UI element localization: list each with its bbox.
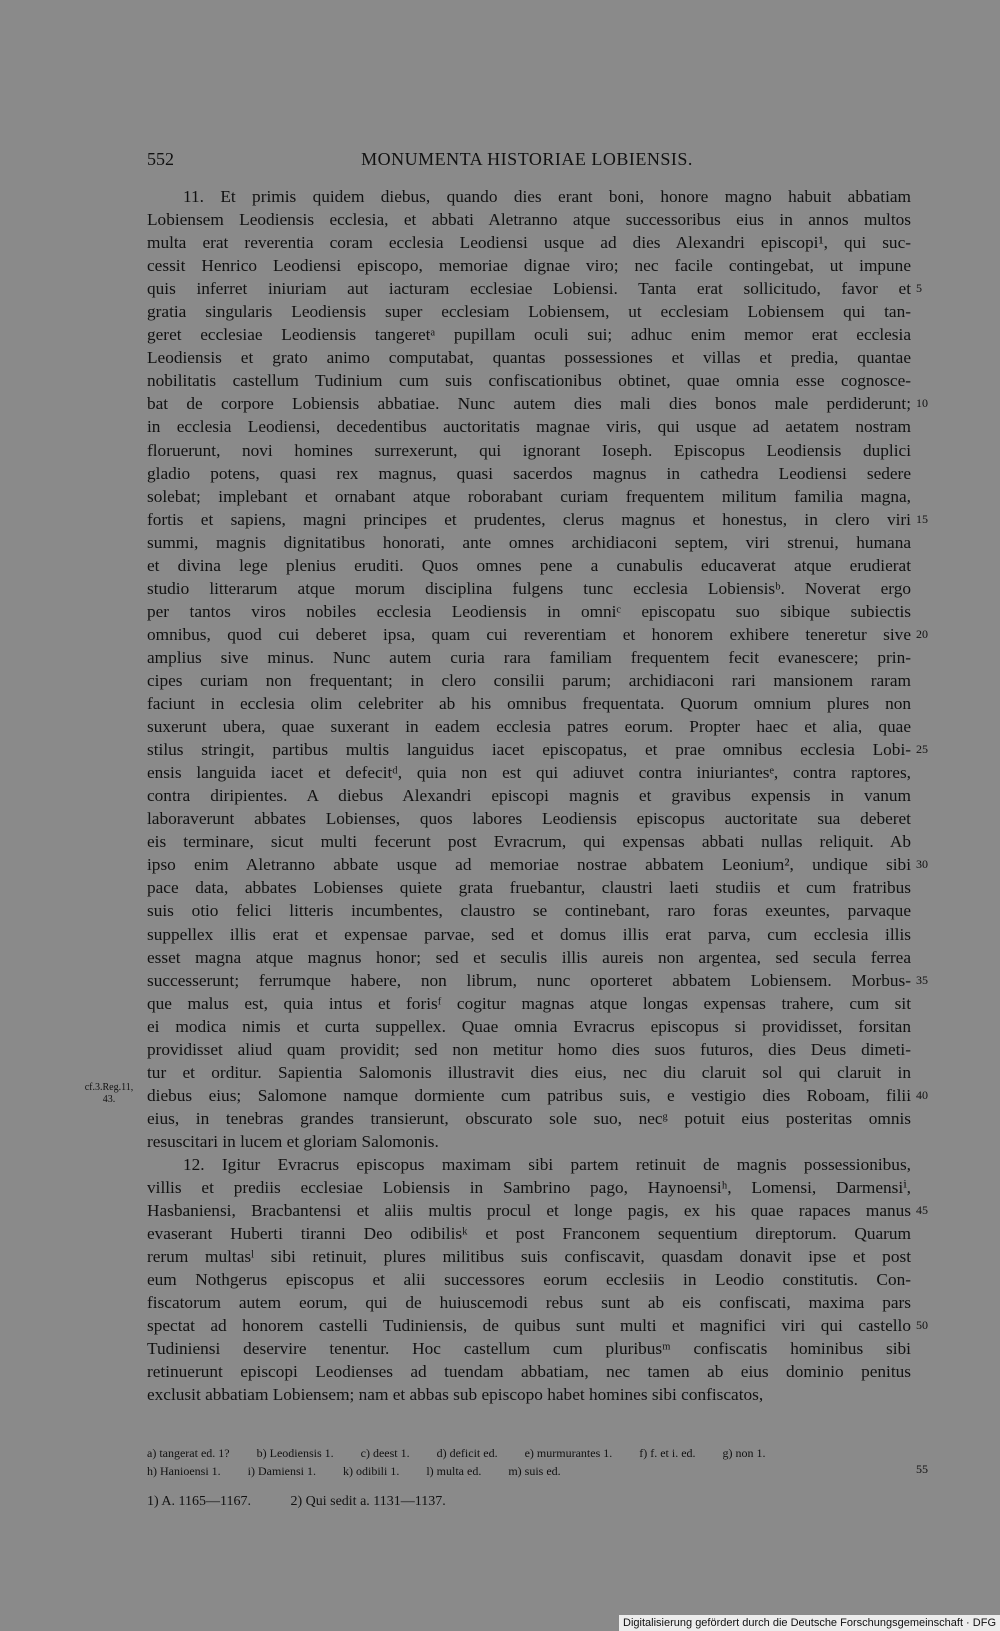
text-line: stilus stringit, partibus multis languidus iacet episcopatus, et prae omnibus ecclesia Lobi- <box>147 740 911 760</box>
text-line: 12. Igitur Evracrus episcopus maximam sibi partem retinuit de magnis possessionibus, <box>183 1154 911 1174</box>
page-number: 552 <box>147 149 174 169</box>
text-line: exclusit abbatiam Lobiensem; nam et abbas sub episcopo habet homines sibi confiscatos, <box>147 1385 764 1405</box>
text-line: eis terminare, sicut multi fecerunt post Evracrum, qui expensas abbati nullas reliquit. Ab <box>147 832 911 852</box>
footnote-row-2 <box>147 1462 911 1480</box>
text-line: eius, in tenebras grandes transierunt, obscurato sole suo, necᵍ potuit eius posteritas omnis <box>147 1108 911 1128</box>
footnote: e) murmurantes 1. <box>524 1446 613 1460</box>
text-line: tur et orditur. Sapientia Salomonis illustravit dies eius, nec diu claruit sol qui claruit in <box>147 1062 911 1082</box>
text-line: Tudiniensi deservire tenentur. Hoc castellum cum pluribusᵐ confiscatis hominibus sibi <box>147 1339 911 1359</box>
text-line: suppellex illis erat et expensae parvae, sed et domus illis erat parva, cum ecclesia illis <box>147 924 911 944</box>
text-line: suis otio felici litteris incumbentes, claustro se continebant, raro foras exeuntes, parvaque <box>147 901 911 921</box>
line-number: 20 <box>916 626 928 641</box>
text-line: suxerunt ubera, quae suxerant in eadem ecclesia patres eorum. Propter haec et alia, quae <box>147 717 911 737</box>
footnote-row-1 <box>147 1444 911 1462</box>
references <box>147 1494 482 1510</box>
line-number: 5 <box>916 281 922 296</box>
text-line: bat de corpore Lobiensis abbatiae. Nunc autem dies mali dies bonos male perdiderunt; <box>147 394 911 414</box>
text-line: rerum multasˡ sibi retinuit, plures militibus suis confiscavit, quasdam donavit ipse et post <box>147 1247 911 1267</box>
footnote: i) Damiensi 1. <box>247 1464 316 1478</box>
text-line: laboraverunt abbates Lobienses, quos labores Leodiensis episcopus auctoritate sua deberet <box>147 809 911 829</box>
footnote: b) Leodiensis 1. <box>256 1446 334 1460</box>
text-line: 11. Et primis quidem diebus, quando dies erant boni, honore magno habuit abbatiam <box>183 187 911 206</box>
text-line: spectat ad honorem castelli Tudiniensis, de quibus sunt multi et magnifici viri qui castello <box>147 1316 911 1336</box>
text-line: eum Nothgerus episcopus et alii successores eorum ecclesiis in Leodio constitutis. Con- <box>147 1270 911 1290</box>
margin-note: cf.3.Reg.11, 43. <box>84 1082 134 1105</box>
text-line: pace data, abbates Lobienses quiete grata fruebantur, claustri laeti studiis et cum fratribus <box>147 878 911 898</box>
page-header <box>147 149 907 177</box>
dfg-credit: Digitalisierung gefördert durch die Deutsche Forschungsgemeinschaft · DFG <box>619 1615 1000 1631</box>
text-line: que malus est, quia intus et forisᶠ cogitur magnas atque longas expensas trahere, cum sit <box>147 993 911 1013</box>
text-line: multa erat reverentia coram ecclesia Leodiensi usque ad dies Alexandri episcopi¹, qui suc- <box>147 233 911 253</box>
line-number: 25 <box>916 742 928 757</box>
text-line: nobilitatis castellum Tudinium cum suis confiscationibus obtinet, quae omnia esse cognosce- <box>147 371 911 391</box>
text-line: gratia singularis Leodiensis super ecclesiam Lobiensem, ut ecclesiam Lobiensem qui tan- <box>147 302 911 322</box>
line-number: 35 <box>916 972 928 987</box>
footnote: l) multa ed. <box>426 1464 482 1478</box>
text-line: summi, magnis dignitatibus honorati, ante omnes archidiaconi septem, viri strenui, humana <box>147 532 911 552</box>
footnote: m) suis ed. <box>508 1464 561 1478</box>
text-line: fiscatorum autem eorum, qui de huiuscemodi rebus sunt ab eis confiscati, maxima pars <box>147 1293 911 1313</box>
text-line: amplius sive minus. Nunc autem curia rara familiam frequentem fecit evanescere; prin- <box>147 647 911 667</box>
footnote: g) non 1. <box>722 1446 766 1460</box>
main-text <box>147 185 911 1406</box>
line-number: 40 <box>916 1087 928 1102</box>
text-line: evaserant Huberti tiranni Deo odibilisᵏ et post Franconem sequentium direptorum. Quarum <box>147 1224 911 1244</box>
text-line: successerunt; ferrumque habere, non librum, nunc oporteret abbatem Lobiensem. Morbus- <box>147 970 911 990</box>
text-line: contra diripientes. A diebus Alexandri episcopi magnis et gravibus expensis in vanum <box>147 786 911 806</box>
footnote: h) Hanioensi 1. <box>147 1464 221 1478</box>
text-line: cessit Henrico Leodiensi episcopo, memoriae dignae viro; nec facile contingebat, ut impune <box>147 256 911 276</box>
text-line: gladio potens, quasi rex magnus, quasi sacerdos magnus in cathedra Leodiensi sedere <box>147 463 911 483</box>
text-line: Hasbaniensi, Bracbantensi et aliis multis procul et longe pagis, ex his quae rapaces manus <box>147 1201 911 1221</box>
text-line: et divina lege plenius eruditi. Quos omnes pene a cunabulis educaverat atque erudierat <box>147 555 911 575</box>
text-line: villis et prediis ecclesiae Lobiensis in Sambrino pago, Haynoensiʰ, Lomensi, Darmensiⁱ, <box>147 1178 911 1198</box>
text-line: quis inferret iniuriam aut iacturam ecclesiae Lobiensi. Tanta erat sollicitudo, favor et <box>147 279 911 299</box>
line-number: 45 <box>916 1203 928 1218</box>
text-line: geret ecclesiae Leodiensis tangeretᵃ pupillam oculi sui; adhuc enim memor erat ecclesia <box>147 325 911 345</box>
footnote: d) deficit ed. <box>436 1446 498 1460</box>
footnotes <box>147 1444 911 1480</box>
footnote: f) f. et i. ed. <box>639 1446 696 1460</box>
text-line: ipso enim Aletranno abbate usque ad memoriae nostrae abbatem Leonium², undique sibi <box>147 855 911 875</box>
reference: 2) Qui sedit a. 1131—1137. <box>290 1494 446 1509</box>
text-line: studio litterarum atque morum disciplina fulgens tunc ecclesia Lobiensisᵇ. Noverat ergo <box>147 578 911 598</box>
footnote-line-number: 55 <box>916 1462 928 1476</box>
text-line: retinuerunt episcopi Leodienses ad tuendam abbatiam, nec tamen ab eius dominio penitus <box>147 1362 911 1382</box>
text-line: solebat; implebant et ornabant atque roborabant curiam frequentem militum familia magna, <box>147 486 911 506</box>
line-number: 30 <box>916 857 928 872</box>
text-line: Lobiensem Leodiensis ecclesia, et abbati Aletranno atque successoribus eius in annos multos <box>147 210 911 230</box>
running-title: MONUMENTA HISTORIAE LOBIENSIS. <box>361 149 693 169</box>
text-line: faciunt in ecclesia olim celebriter ab his omnibus frequentata. Quorum omnium plures non <box>147 694 911 714</box>
footnote: a) tangerat ed. 1? <box>147 1446 230 1460</box>
line-number: 50 <box>916 1318 928 1333</box>
text-line: fortis et sapiens, magni principes et prudentes, clerus magnus et honestus, in clero viri <box>147 509 911 529</box>
footnote: k) odibili 1. <box>342 1464 400 1478</box>
text-line: in ecclesia Leodiensi, decedentibus auctoritatis magnae viris, qui usque ad aetatem nostram <box>147 417 911 437</box>
text-line: ei modica nimis et curta suppellex. Quae omnia Evracrus episcopus si providisset, forsitan <box>147 1016 911 1036</box>
text-line: providisset aliud quam providit; sed non metitur homo dies suos futuros, dies Deus dimeti- <box>147 1039 911 1059</box>
reference: 1) A. 1165—1167. <box>147 1494 251 1509</box>
text-line: omnibus, quod cui deberet ipsa, quam cui reverentiam et honorem exhibere teneretur sive <box>147 624 911 644</box>
text-line: per tantos viros nobiles ecclesia Leodiensis in omniᶜ episcopatu suo sibique subiectis <box>147 601 911 621</box>
text-line: cipes curiam non frequentant; in clero consilii parum; archidiaconi rari mansionem raram <box>147 670 911 690</box>
text-line: floruerunt, novi homines surrexerunt, qui ignorant Ioseph. Episcopus Leodiensis duplici <box>147 440 911 460</box>
text-line: ensis languida iacet et defecitᵈ, quia non est qui adiuvet contra iniuriantesᵉ, contra raptores, <box>147 763 911 783</box>
text-line: resuscitari in lucem et gloriam Salomonis. <box>147 1131 439 1151</box>
text-line: diebus eius; Salomone namque dormiente cum patribus suis, e vestigio dies Roboam, filii <box>147 1085 911 1105</box>
footnote: c) deest 1. <box>360 1446 410 1460</box>
line-number: 15 <box>916 511 928 526</box>
line-number: 10 <box>916 396 928 411</box>
text-line: esset magna atque magnus honor; sed et seculis illis aureis non argentea, sed secula ferrea <box>147 947 911 967</box>
text-line: Leodiensis et grato animo computabat, quantas possessiones et villas et predia, quantae <box>147 348 911 368</box>
